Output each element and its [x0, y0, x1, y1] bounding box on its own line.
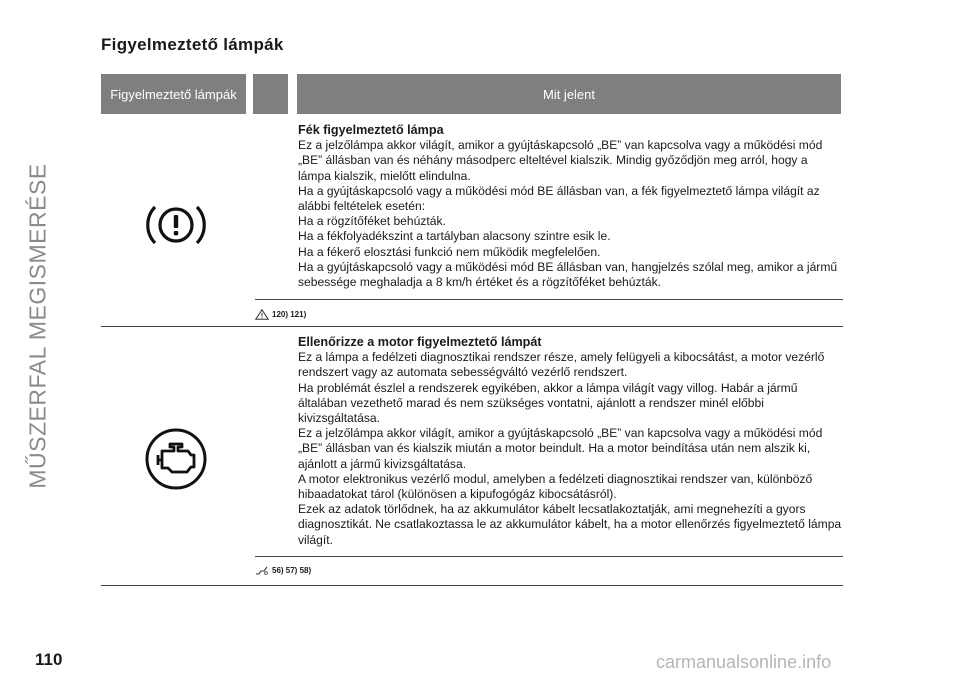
- paragraph: Ha a gyújtáskapcsoló vagy a működési mód BE állásban van, a fék figyelmeztető lámpa világít az alábbi feltételek esetén:: [298, 183, 820, 214]
- paragraph: A motor elektronikus vezérlő modul, amelyben a fedélzeti diagnosztikai rendszer van, különböző hibaadatokat tárol (különösen a kipufogógáz kibocsátásról).: [298, 471, 813, 502]
- paragraph: Ez a lámpa a fedélzeti diagnosztikai rendszer része, amely felügyeli a kibocsátást, a motor vezérlő rendszert vagy az automata sebességváltó vezérlő rendszert.: [298, 350, 825, 380]
- brake-warning-references: 120) 121): [255, 309, 306, 320]
- watermark: carmanualsonline.info: [656, 652, 832, 672]
- header-col-blank: [253, 74, 288, 114]
- paragraph: Ha a rögzítőféket behúzták.: [298, 214, 446, 229]
- check-engine-references: 56) 57) 58): [255, 565, 311, 576]
- page-title: Figyelmeztető lámpák: [101, 35, 284, 54]
- paragraph: Ha a fékfolyadékszint a tartályban alacsony szintre esik le.: [298, 229, 611, 244]
- check-engine-title: Ellenőrizze a motor figyelmeztető lámpát: [298, 335, 542, 349]
- warning-triangle-icon: [255, 309, 269, 320]
- table-bottom-rule: [101, 585, 843, 586]
- check-engine-icon: [145, 428, 207, 495]
- row-divider: [255, 299, 843, 300]
- paragraph: Ha a fékerő elosztási funkció nem működik megfelelően.: [298, 244, 601, 259]
- brake-warning-icon: [145, 194, 207, 261]
- paragraph: Ha problémát észlel a rendszerek egyikében, akkor a lámpa világít vagy villog. Habár a jármű általában vezethető marad és nem szükséges vontatni, ajánlott a rendszer minél előbbi kivizsgáltatása.: [298, 380, 798, 426]
- header-col-lamps: Figyelmeztető lámpák: [101, 74, 246, 114]
- row-divider: [101, 326, 843, 327]
- brake-warning-title: Fék figyelmeztető lámpa: [298, 123, 444, 137]
- row-divider: [255, 556, 843, 557]
- paragraph: Ezek az adatok törlődnek, ha az akkumulátor kábelt lecsatlakoztatják, ami megnehezíti a gyors diagnosztikát. Ne csatlakoztassa le az akkumulátor kábelt, ha a motor ellenőrzés figyelmeztető lámpa világít.: [298, 502, 842, 547]
- paragraph: Ez a jelzőlámpa akkor világít, amikor a gyújtáskapcsoló „BE” van kapcsolva vagy a működési mód „BE” állásban van és néhány másodperc elteltével kialszik. Mindig győződjön meg arról, hogy a lámpa kialszik, mielőtt elindulna.: [298, 138, 823, 183]
- paragraph: Ha a gyújtáskapcsoló vagy a működési mód BE állásban van, hangjelzés szólal meg, amikor a jármű sebessége meghaladja a 8 km/h értéket és a rögzítőféket behúzták.: [298, 259, 838, 290]
- page-number: 110: [35, 650, 63, 669]
- header-col-meaning: Mit jelent: [297, 74, 841, 114]
- pollution-icon: [255, 565, 269, 576]
- check-engine-description: [298, 335, 843, 548]
- brake-warning-description: [298, 123, 843, 290]
- paragraph: Ez a jelzőlámpa akkor világít, amikor a gyújtáskapcsoló „BE” van kapcsolva vagy a működési mód „BE” állásban van és kialszik miután a motor beindult. Ha a motor beindítása után nem alszik ki, ajánlott a jármű kivizsgáltatása.: [298, 426, 823, 471]
